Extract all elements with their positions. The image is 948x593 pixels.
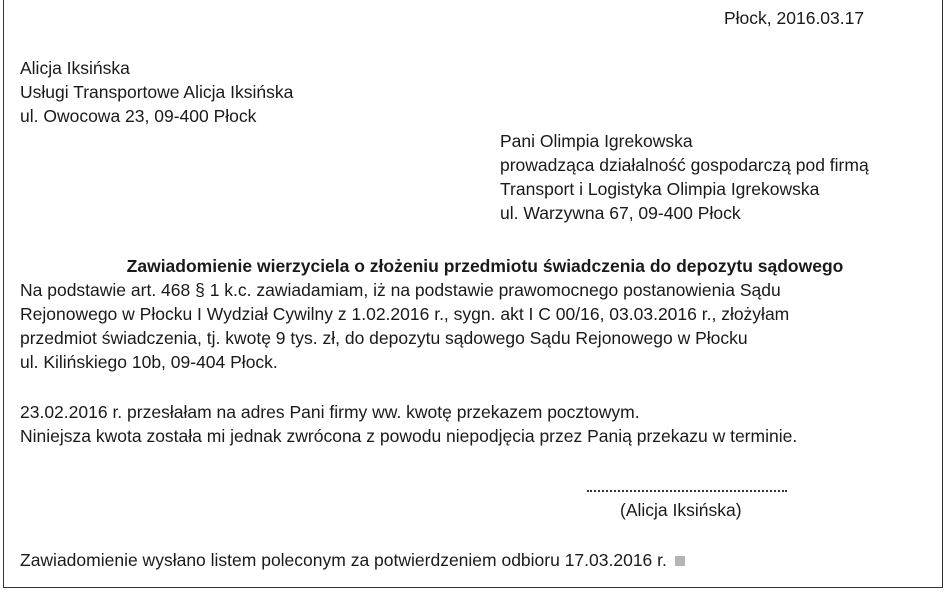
end-mark-icon [675, 556, 685, 566]
paragraph-2-line: 23.02.2016 r. przesłałam na adres Pani firmy ww. kwotę przekazem pocztowym. [20, 402, 640, 422]
paragraph-1-line: przedmiot świadczenia, tj. kwotę 9 tys. zł, do depozytu sądowego Sądu Rejonowego w Płocku [20, 328, 748, 348]
paragraph-2 [20, 400, 797, 448]
recipient-name: Pani Olimpia Igrekowska [500, 131, 693, 151]
document-title: Zawiadomienie wierzyciela o złożeniu przedmiotu świadczenia do depozytu sądowego [126, 256, 844, 276]
recipient-street: ul. Warzywna 67, 09-400 Płock [500, 203, 741, 223]
sender-street: ul. Owocowa 23, 09-400 Płock [20, 106, 257, 126]
paragraph-2-line: Niniejsza kwota została mi jednak zwrócona z powodu niepodjęcia przez Panią przekazu w terminie. [20, 426, 798, 446]
signature-line [587, 484, 787, 492]
place-date: Płock, 2016.03.17 [724, 8, 865, 28]
paragraph-1-line: Na podstawie art. 468 § 1 k.c. zawiadamiam, iż na podstawie prawomocnego postanowienia Sądu [20, 280, 781, 300]
signature-name: (Alicja Iksińska) [620, 500, 742, 520]
footer-note: Zawiadomienie wysłano listem poleconym za potwierdzeniem odbioru 17.03.2016 r. [20, 550, 667, 570]
sender-address [20, 56, 293, 128]
footer-note-line [20, 548, 685, 572]
paragraph-1-line: Rejonowego w Płocku I Wydział Cywilny z 1.02.2016 r., sygn. akt I C 00/16, 03.03.2016 r., złożyłam [20, 304, 790, 324]
recipient-company: Transport i Logistyka Olimpia Igrekowska [500, 179, 820, 199]
sender-name: Alicja Iksińska [20, 58, 130, 78]
paragraph-1-line: ul. Kilińskiego 10b, 09-404 Płock. [20, 352, 278, 372]
recipient-address [500, 129, 869, 225]
recipient-description: prowadząca działalność gospodarczą pod firmą [500, 155, 869, 175]
paragraph-1 [20, 278, 789, 374]
sender-company: Usługi Transportowe Alicja Iksińska [20, 82, 294, 102]
